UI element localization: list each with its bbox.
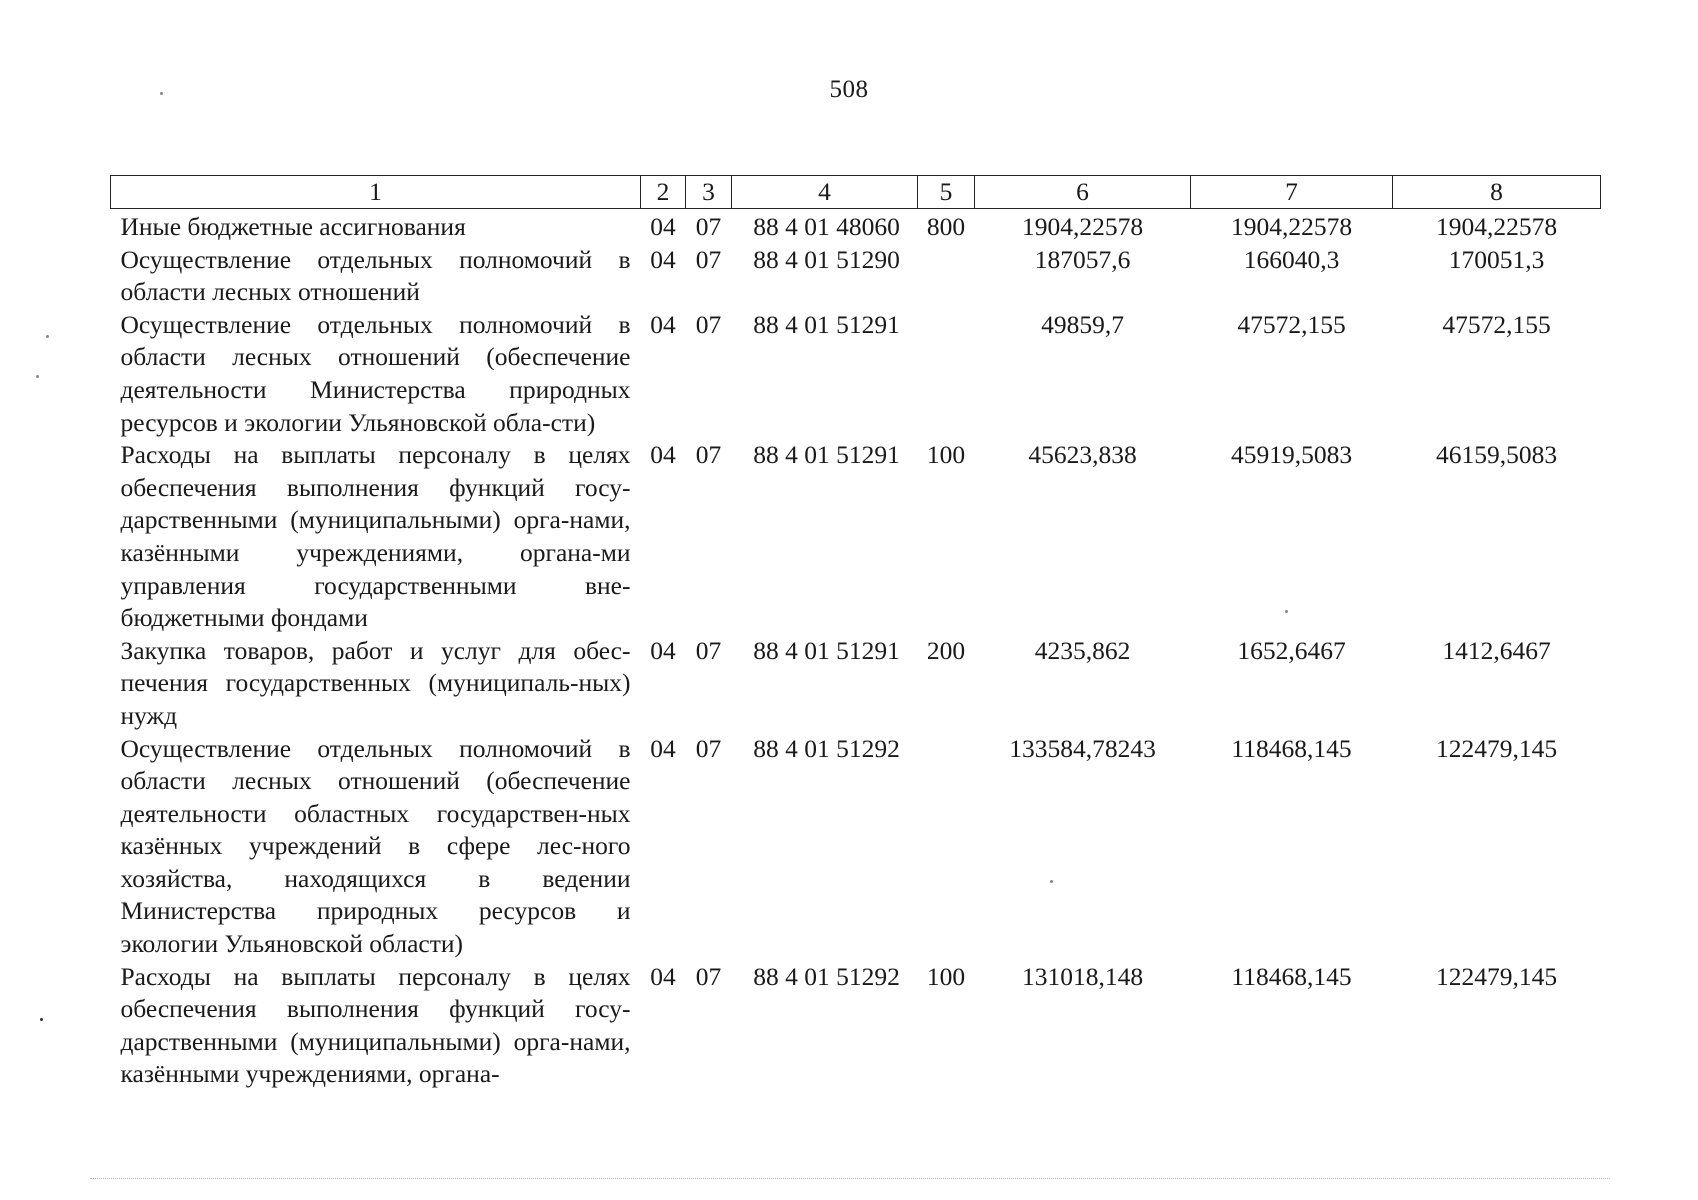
row-target-code: 88 4 01 51291 (753, 440, 900, 470)
row-amount-3: 47572,155 (1442, 309, 1551, 339)
table-row (111, 635, 1601, 733)
row-description: Закупка товаров, работ и услуг для обес-печения государственных (муниципаль-ных) нужд (120, 635, 631, 730)
row-description: Иные бюджетные ассигнования (120, 212, 466, 241)
header-row (111, 176, 1601, 209)
row-target-code: 88 4 01 51291 (753, 635, 900, 665)
row-amount-2: 45919,5083 (1230, 440, 1353, 470)
row-target-code: 88 4 01 48060 (753, 212, 900, 241)
row-amount-3: 122479,145 (1435, 733, 1558, 763)
row-amount-3: 1904,22578 (1435, 212, 1558, 241)
row-amount-3: 1412,6467 (1442, 635, 1551, 665)
row-description: Расходы на выплаты персоналу в целях обеспечения выполнения функций госу-дарственными (муниципальными) орга-нами, казёнными учреждениями, органа- (120, 961, 631, 1089)
row-description: Осуществление отдельных полномочий в области лесных отношений (120, 244, 631, 307)
row-amount-3: 46159,5083 (1435, 440, 1558, 470)
row-amount-2: 47572,155 (1237, 309, 1346, 339)
scan-speck (40, 1018, 43, 1021)
table-body (111, 209, 1601, 1092)
row-amount-2: 1652,6467 (1237, 635, 1346, 665)
table-row (111, 961, 1601, 1091)
row-section: 04 (650, 440, 676, 470)
scan-speck (1285, 610, 1288, 613)
row-amount-2: 118468,145 (1231, 961, 1352, 991)
table-row (111, 733, 1601, 961)
row-amount-1: 45623,838 (1028, 440, 1137, 470)
table-row (111, 309, 1601, 439)
header-col-8: 8 (1393, 176, 1601, 209)
table-row (111, 209, 1601, 244)
row-subsection: 07 (695, 733, 722, 763)
row-description: Осуществление отдельных полномочий в области лесных отношений (обеспечение деятельности Министерства природных ресурсов и экологии Ульяновской обла-сти) (120, 309, 631, 437)
row-amount-1: 1904,22578 (1021, 212, 1144, 241)
header-col-3: 3 (686, 176, 732, 209)
row-description: Расходы на выплаты персоналу в целях обеспечения выполнения функций госу-дарственными (муниципальными) орга-нами, казёнными учреждениями, органа-ми управления государственными вне-бюджетными фондами (120, 440, 631, 633)
row-subsection: 07 (695, 212, 722, 241)
row-target-code: 88 4 01 51292 (753, 961, 900, 991)
row-section: 04 (650, 961, 676, 991)
row-description: Осуществление отдельных полномочий в области лесных отношений (обеспечение деятельности областных государствен-ных казённых учреждений в сфере лес-ного хозяйства, находящихся в ведении Министерства природных ресурсов и экологии Ульяновской области) (120, 733, 631, 959)
scan-speck (46, 335, 49, 338)
row-target-code: 88 4 01 51290 (753, 244, 900, 274)
header-col-5: 5 (918, 176, 975, 209)
budget-table (110, 175, 1601, 1091)
row-amount-3: 122479,145 (1435, 961, 1558, 991)
row-amount-2: 118468,145 (1231, 733, 1352, 763)
row-expense-type: 100 (926, 961, 966, 991)
row-target-code: 88 4 01 51291 (753, 309, 900, 339)
row-subsection: 07 (695, 309, 722, 339)
row-section: 04 (650, 309, 676, 339)
table-row (111, 244, 1601, 309)
row-subsection: 07 (695, 244, 722, 274)
row-amount-3: 170051,3 (1448, 244, 1545, 274)
row-expense-type: 100 (926, 440, 966, 470)
row-amount-2: 1904,22578 (1230, 212, 1353, 241)
header-col-2: 2 (641, 176, 686, 209)
row-section: 04 (650, 244, 676, 274)
row-target-code: 88 4 01 51292 (753, 733, 900, 763)
scan-speck (1050, 880, 1053, 883)
header-col-1: 1 (111, 176, 641, 209)
table-header (111, 176, 1601, 209)
row-section: 04 (650, 212, 676, 241)
page-number: 508 (829, 76, 869, 103)
row-subsection: 07 (695, 635, 722, 665)
row-section: 04 (650, 635, 676, 665)
row-amount-1: 4235,862 (1034, 635, 1131, 665)
row-amount-1: 187057,6 (1034, 244, 1131, 274)
scan-speck (160, 92, 163, 95)
scan-bottom-edge (90, 1178, 1610, 1179)
row-expense-type (918, 309, 975, 439)
header-col-6: 6 (975, 176, 1191, 209)
header-col-4: 4 (732, 176, 918, 209)
row-amount-1: 131018,148 (1021, 961, 1144, 991)
table-row (111, 439, 1601, 635)
row-subsection: 07 (695, 440, 722, 470)
row-amount-2: 166040,3 (1243, 244, 1340, 274)
row-subsection: 07 (695, 961, 722, 991)
row-amount-1: 49859,7 (1041, 309, 1124, 339)
row-expense-type: 200 (926, 635, 966, 665)
row-amount-1: 133584,78243 (1009, 733, 1156, 763)
header-col-7: 7 (1191, 176, 1393, 209)
row-expense-type: 800 (926, 212, 966, 241)
row-expense-type (918, 244, 975, 309)
row-expense-type (918, 733, 975, 961)
scan-speck (36, 375, 39, 378)
row-section: 04 (650, 733, 676, 763)
